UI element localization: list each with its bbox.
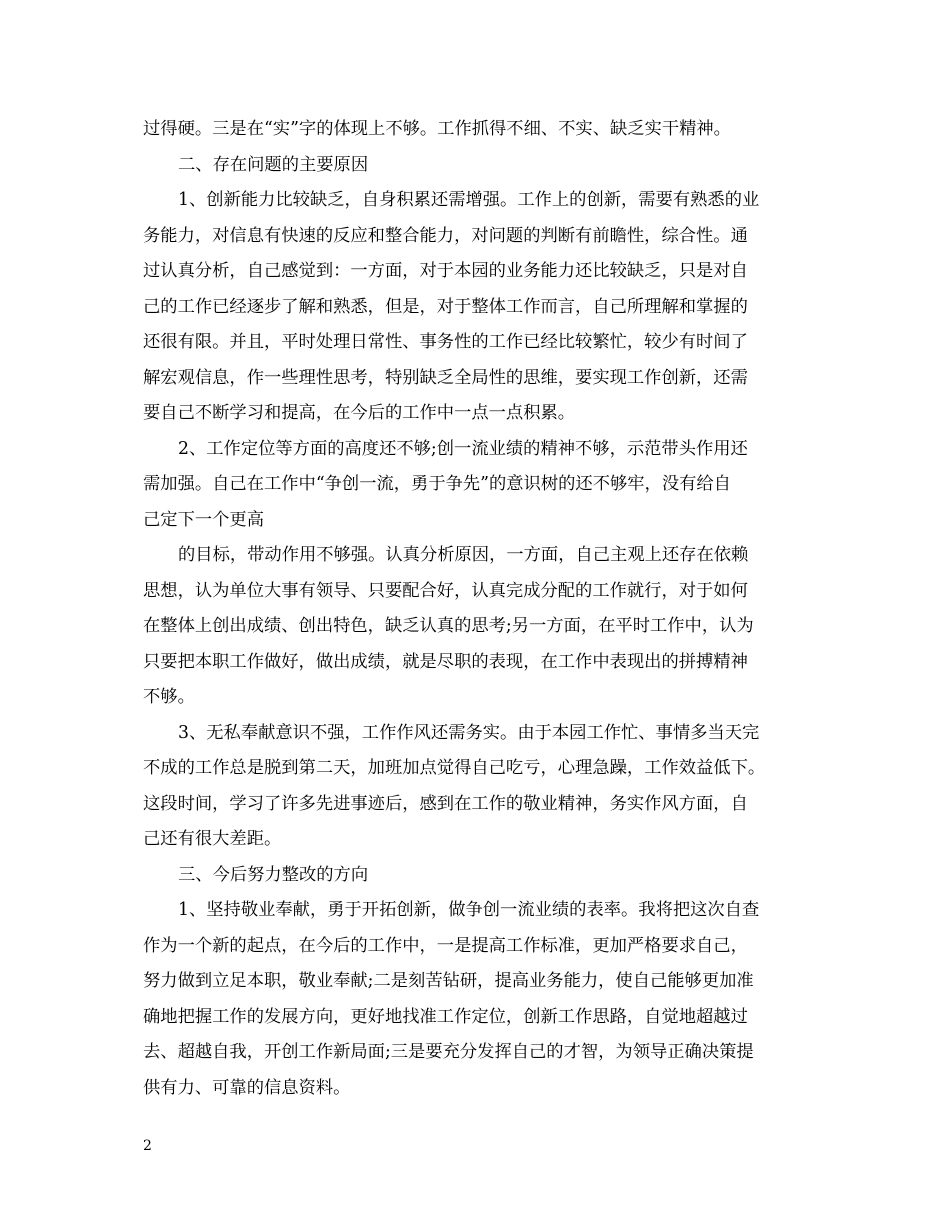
text-line: 不够。	[143, 687, 195, 707]
text-line: 的目标，带动作用不够强。认真分析原因，一方面，自己主观上还存在依赖	[178, 545, 749, 565]
text-line: 务能力，对信息有快速的反应和整合能力，对问题的判断有前瞻性，综合性。通	[143, 225, 748, 246]
text-line: 3、无私奉献意识不强，工作作风还需务实。由于本园工作忙、事情多当天完	[178, 722, 760, 743]
text-line: 确地把握工作的发展方向，更好地找准工作定位，创新工作思路，自觉地超越过	[143, 1006, 748, 1027]
text-line: 不成的工作总是脱到第二天，加班加点觉得自己吃亏，心理急躁，工作效益低下。	[143, 758, 766, 778]
text-line: 这段时间，学习了许多先进事迹后，感到在工作的敬业精神，务实作风方面，自	[143, 793, 748, 814]
text-line: 要自己不断学习和提高，在今后的工作中一点一点积累。	[143, 403, 576, 423]
text-line: 还很有限。并且，平时处理日常性、事务性的工作已经比较繁忙，较少有时间了	[143, 332, 748, 352]
text-line: 己定下一个更高	[143, 509, 264, 530]
text-line: 思想，认为单位大事有领导、只要配合好，认真完成分配的工作就行，对于如何	[143, 580, 748, 601]
text-line: 作为一个新的起点，在今后的工作中，一是提高工作标准，更加严格要求自己，	[143, 935, 748, 956]
text-line: 只要把本职工作做好，做出成绩，就是尽职的表现，在工作中表现出的拼搏精神	[143, 651, 748, 672]
text-line: 努力做到立足本职，敬业奉献;二是刻苦钻研，提高业务能力，使自己能够更加准	[143, 971, 754, 991]
text-line: 解宏观信息，作一些理性思考，特别缺乏全局性的思维，要实现工作创新，还需	[143, 367, 748, 388]
document-body	[143, 112, 823, 1106]
text-line: 供有力、可靠的信息资料。	[143, 1077, 351, 1098]
text-line: 过得硬。三是在“实”字的体现上不够。工作抓得不细、不实、缺乏实干精神。	[143, 119, 731, 139]
text-line: 2、工作定位等方面的高度还不够;创一流业绩的精神不够，示范带头作用还	[178, 438, 748, 459]
text-line: 1、创新能力比较缺乏，自身积累还需增强。工作上的创新，需要有熟悉的业	[178, 190, 760, 210]
page-number: 2	[143, 1138, 152, 1154]
text-line: 在整体上创出成绩、创出特色，缺乏认真的思考;另一方面，在平时工作中，认为	[143, 616, 754, 636]
text-line: 己还有很大差距。	[143, 829, 282, 849]
text-line: 己的工作已经逐步了解和熟悉，但是，对于整体工作而言，自己所理解和掌握的	[143, 296, 748, 317]
text-line: 需加强。自己在工作中“争创一流，勇于争先”的意识树的还不够牢，没有给自	[143, 474, 731, 494]
text-line: 三、今后努力整改的方向	[178, 864, 369, 885]
text-line: 过认真分析，自己感觉到：一方面，对于本园的业务能力还比较缺乏，只是对自	[143, 261, 748, 281]
text-line: 去、超越自我，开创工作新局面;三是要充分发挥自己的才智，为领导正确决策提	[143, 1042, 754, 1062]
text-line: 二、存在问题的主要原因	[178, 154, 369, 175]
text-line: 1、坚持敬业奉献，勇于开拓创新，做争创一流业绩的表率。我将把这次自查	[178, 900, 760, 920]
